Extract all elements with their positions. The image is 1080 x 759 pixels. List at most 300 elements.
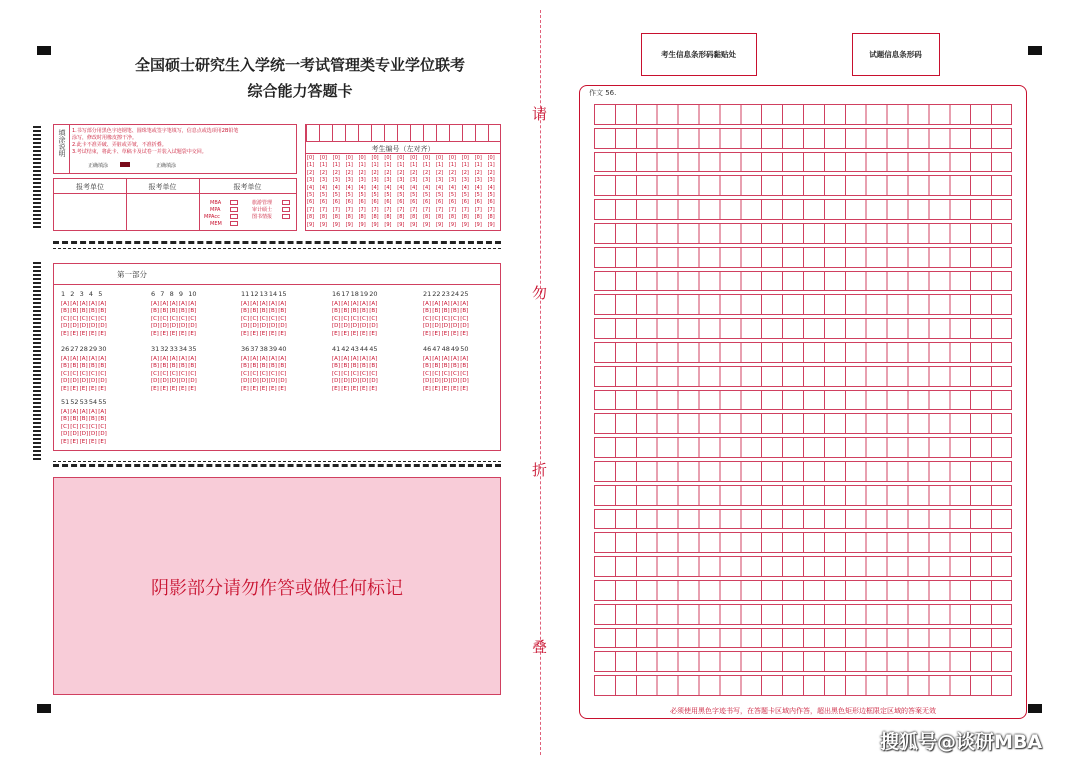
- answer-bubble[interactable]: [D]: [250, 378, 259, 385]
- answer-bubble[interactable]: [B]: [70, 308, 79, 315]
- answer-bubble[interactable]: [C]: [250, 370, 259, 377]
- answer-bubble[interactable]: [A]: [268, 300, 277, 307]
- candidate-id-digit-bubble[interactable]: [7]: [461, 206, 469, 213]
- candidate-id-column[interactable]: [333, 155, 340, 229]
- candidate-id-digit-bubble[interactable]: [9]: [332, 221, 340, 228]
- answer-bubble[interactable]: [B]: [178, 363, 187, 370]
- answer-bubble[interactable]: [B]: [70, 416, 79, 423]
- candidate-id-digit-bubble[interactable]: [1]: [436, 162, 444, 169]
- answer-bubble[interactable]: [C]: [450, 315, 460, 322]
- candidate-id-digit-bubble[interactable]: [8]: [487, 214, 495, 221]
- candidate-id-digit-bubble[interactable]: [5]: [397, 192, 405, 199]
- answer-bubble[interactable]: [C]: [460, 315, 469, 322]
- answer-bubble[interactable]: [A]: [350, 300, 359, 307]
- answer-bubble[interactable]: [E]: [341, 385, 350, 392]
- answer-bubble[interactable]: [D]: [98, 378, 107, 385]
- answer-bubble[interactable]: [C]: [359, 370, 369, 377]
- answer-bubble[interactable]: [C]: [61, 370, 70, 377]
- answer-bubble[interactable]: [D]: [460, 323, 469, 330]
- answer-bubble[interactable]: [B]: [250, 308, 259, 315]
- candidate-id-digit-bubble[interactable]: [7]: [448, 206, 456, 213]
- answer-bubble[interactable]: [A]: [178, 355, 187, 362]
- candidate-id-digit-bubble[interactable]: [1]: [487, 162, 495, 169]
- candidate-id-digit-bubble[interactable]: [2]: [384, 169, 392, 176]
- candidate-id-digit-bubble[interactable]: [5]: [384, 192, 392, 199]
- candidate-id-digit-bubble[interactable]: [4]: [461, 184, 469, 191]
- answer-bubble[interactable]: [B]: [79, 363, 88, 370]
- answer-bubble[interactable]: [E]: [460, 330, 468, 337]
- answer-bubble[interactable]: [D]: [423, 323, 432, 330]
- answer-bubble[interactable]: [B]: [88, 308, 97, 315]
- answer-bubble[interactable]: [E]: [450, 385, 459, 392]
- candidate-id-digit-bubble[interactable]: [7]: [436, 206, 444, 213]
- answer-bubble[interactable]: [C]: [278, 370, 287, 377]
- answer-bubble[interactable]: [B]: [88, 363, 97, 370]
- candidate-id-digit-bubble[interactable]: [2]: [345, 169, 353, 176]
- candidate-id-digit-bubble[interactable]: [2]: [371, 169, 379, 176]
- candidate-id-digit-bubble[interactable]: [1]: [371, 162, 379, 169]
- candidate-id-digit-bubble[interactable]: [3]: [436, 177, 444, 184]
- candidate-id-digit-bubble[interactable]: [2]: [397, 169, 405, 176]
- answer-bubble[interactable]: [C]: [460, 370, 469, 377]
- candidate-id-digit-bubble[interactable]: [1]: [332, 162, 340, 169]
- answer-bubble[interactable]: [D]: [178, 323, 188, 330]
- candidate-id-digit-bubble[interactable]: [2]: [332, 169, 340, 176]
- option-mpacc-box[interactable]: [230, 214, 238, 219]
- answer-bubble[interactable]: [D]: [188, 378, 197, 385]
- answer-bubble[interactable]: [D]: [341, 323, 350, 330]
- answer-bubble[interactable]: [B]: [423, 363, 432, 370]
- candidate-id-digit-bubble[interactable]: [6]: [319, 199, 327, 206]
- answer-bubble[interactable]: [A]: [369, 300, 378, 307]
- candidate-id-digit-bubble[interactable]: [4]: [358, 184, 366, 191]
- candidate-id-digit-bubble[interactable]: [0]: [319, 155, 327, 161]
- candidate-id-digit-bubble[interactable]: [0]: [332, 155, 340, 161]
- answer-bubble[interactable]: [E]: [432, 385, 441, 392]
- candidate-id-digit-bubble[interactable]: [2]: [474, 169, 482, 176]
- answer-bubble[interactable]: [E]: [178, 330, 187, 337]
- answer-bubble[interactable]: [D]: [432, 378, 441, 385]
- candidate-id-digit-bubble[interactable]: [4]: [319, 184, 327, 191]
- answer-bubble[interactable]: [B]: [350, 308, 359, 315]
- answer-bubble[interactable]: [A]: [259, 300, 268, 307]
- answer-bubble[interactable]: [D]: [79, 431, 89, 438]
- answer-bubble[interactable]: [D]: [188, 323, 197, 330]
- answer-bubble[interactable]: [C]: [61, 315, 70, 322]
- candidate-id-digit-bubble[interactable]: [7]: [371, 206, 379, 213]
- candidate-id-column[interactable]: [436, 155, 443, 229]
- answer-bubble[interactable]: [E]: [268, 330, 277, 337]
- answer-bubble[interactable]: [A]: [423, 355, 432, 362]
- candidate-id-digit-bubble[interactable]: [9]: [436, 221, 444, 228]
- answer-bubble[interactable]: [A]: [450, 355, 459, 362]
- answer-bubble[interactable]: [B]: [450, 363, 459, 370]
- candidate-id-digit-bubble[interactable]: [8]: [319, 214, 327, 221]
- answer-bubble[interactable]: [A]: [432, 355, 441, 362]
- candidate-id-digit-bubble[interactable]: [7]: [487, 206, 495, 213]
- candidate-id-digit-bubble[interactable]: [1]: [384, 162, 392, 169]
- answer-bubble[interactable]: [C]: [98, 370, 107, 377]
- candidate-id-digit-bubble[interactable]: [4]: [397, 184, 405, 191]
- essay-grid[interactable]: [594, 104, 1012, 700]
- answer-bubble[interactable]: [C]: [160, 370, 169, 377]
- option-mem-box[interactable]: [230, 221, 238, 226]
- answer-bubble[interactable]: [D]: [241, 378, 250, 385]
- answer-bubble[interactable]: [D]: [160, 323, 169, 330]
- answer-bubble[interactable]: [E]: [350, 330, 359, 337]
- answer-bubble[interactable]: [E]: [61, 438, 69, 445]
- candidate-id-digit-bubble[interactable]: [5]: [358, 192, 366, 199]
- answer-bubble[interactable]: [A]: [61, 355, 70, 362]
- answer-bubble[interactable]: [C]: [79, 423, 88, 430]
- answer-bubble[interactable]: [B]: [441, 308, 450, 315]
- candidate-id-digit-bubble[interactable]: [6]: [487, 199, 495, 206]
- answer-bubble[interactable]: [A]: [460, 355, 469, 362]
- candidate-id-digit-bubble[interactable]: [4]: [345, 184, 353, 191]
- answer-bubble[interactable]: [A]: [160, 355, 169, 362]
- answer-bubble[interactable]: [C]: [169, 315, 178, 322]
- answer-bubble[interactable]: [E]: [98, 385, 106, 392]
- answer-bubble[interactable]: [E]: [441, 330, 450, 337]
- answer-bubble[interactable]: [C]: [79, 315, 88, 322]
- answer-bubble[interactable]: [B]: [341, 363, 350, 370]
- answer-bubble[interactable]: [C]: [70, 315, 79, 322]
- answer-bubble[interactable]: [E]: [98, 330, 106, 337]
- answer-bubble[interactable]: [C]: [250, 315, 259, 322]
- answer-bubble[interactable]: [B]: [241, 308, 250, 315]
- candidate-id-digit-bubble[interactable]: [6]: [410, 199, 418, 206]
- answer-bubble[interactable]: [B]: [450, 308, 459, 315]
- answer-bubble[interactable]: [A]: [341, 355, 350, 362]
- candidate-id-digit-bubble[interactable]: [7]: [358, 206, 366, 213]
- answer-bubble[interactable]: [D]: [98, 323, 107, 330]
- answer-bubble[interactable]: [A]: [160, 300, 169, 307]
- candidate-id-column[interactable]: [397, 155, 404, 229]
- candidate-id-digit-bubble[interactable]: [8]: [371, 214, 379, 221]
- answer-bubble[interactable]: [A]: [460, 300, 469, 307]
- answer-bubble[interactable]: [D]: [441, 323, 451, 330]
- candidate-id-digit-bubble[interactable]: [6]: [461, 199, 469, 206]
- answer-bubble[interactable]: [A]: [79, 300, 88, 307]
- answer-bubble[interactable]: [B]: [160, 308, 169, 315]
- candidate-id-digit-bubble[interactable]: [9]: [384, 221, 392, 228]
- candidate-id-digit-bubble[interactable]: [8]: [345, 214, 353, 221]
- candidate-id-digit-bubble[interactable]: [4]: [423, 184, 431, 191]
- answer-bubble[interactable]: [C]: [259, 315, 268, 322]
- answer-bubble[interactable]: [C]: [178, 315, 188, 322]
- answer-bubble[interactable]: [D]: [169, 378, 179, 385]
- candidate-id-digit-bubble[interactable]: [2]: [410, 169, 418, 176]
- answer-bubble[interactable]: [E]: [79, 385, 88, 392]
- answer-bubble[interactable]: [A]: [259, 355, 268, 362]
- answer-bubble[interactable]: [B]: [278, 308, 287, 315]
- answer-bubble[interactable]: [E]: [259, 330, 268, 337]
- answer-bubble[interactable]: [B]: [460, 308, 469, 315]
- answer-bubble[interactable]: [D]: [332, 323, 341, 330]
- candidate-id-digit-bubble[interactable]: [7]: [423, 206, 431, 213]
- answer-bubble[interactable]: [D]: [369, 323, 378, 330]
- candidate-id-digit-bubble[interactable]: [8]: [332, 214, 340, 221]
- answer-bubble[interactable]: [E]: [350, 385, 359, 392]
- answer-bubble[interactable]: [A]: [241, 355, 250, 362]
- candidate-id-digit-bubble[interactable]: [2]: [319, 169, 327, 176]
- answer-bubble[interactable]: [D]: [369, 378, 378, 385]
- option-mba-box[interactable]: [230, 200, 238, 205]
- candidate-id-digit-bubble[interactable]: [1]: [448, 162, 456, 169]
- answer-bubble[interactable]: [E]: [332, 330, 340, 337]
- answer-bubble[interactable]: [C]: [432, 315, 441, 322]
- answer-bubble[interactable]: [E]: [250, 385, 259, 392]
- answer-bubble[interactable]: [A]: [70, 300, 79, 307]
- option-audit-box[interactable]: [282, 207, 290, 212]
- answer-bubble[interactable]: [A]: [98, 355, 107, 362]
- candidate-id-digit-bubble[interactable]: [9]: [397, 221, 405, 228]
- answer-bubble[interactable]: [A]: [79, 355, 88, 362]
- answer-bubble[interactable]: [A]: [359, 355, 368, 362]
- candidate-id-column[interactable]: [359, 155, 366, 229]
- answer-bubble[interactable]: [E]: [369, 385, 377, 392]
- answer-bubble[interactable]: [C]: [259, 370, 268, 377]
- answer-bubble[interactable]: [C]: [441, 315, 450, 322]
- candidate-id-digit-bubble[interactable]: [9]: [345, 221, 353, 228]
- answer-bubble[interactable]: [D]: [278, 323, 287, 330]
- candidate-id-digit-bubble[interactable]: [0]: [384, 155, 392, 161]
- candidate-id-digit-bubble[interactable]: [0]: [423, 155, 431, 161]
- answer-bubble[interactable]: [B]: [350, 363, 359, 370]
- candidate-id-digit-bubble[interactable]: [5]: [448, 192, 456, 199]
- answer-bubble[interactable]: [C]: [98, 423, 107, 430]
- candidate-id-digit-bubble[interactable]: [6]: [358, 199, 366, 206]
- candidate-id-digit-bubble[interactable]: [3]: [371, 177, 379, 184]
- candidate-id-digit-bubble[interactable]: [3]: [461, 177, 469, 184]
- answer-bubble[interactable]: [A]: [250, 300, 259, 307]
- candidate-id-digit-bubble[interactable]: [0]: [371, 155, 379, 161]
- answer-bubble[interactable]: [A]: [61, 408, 70, 415]
- candidate-id-digit-bubble[interactable]: [8]: [461, 214, 469, 221]
- answer-bubble[interactable]: [C]: [241, 315, 250, 322]
- candidate-id-digit-bubble[interactable]: [3]: [448, 177, 456, 184]
- answer-bubble[interactable]: [E]: [250, 330, 259, 337]
- candidate-id-digit-bubble[interactable]: [9]: [461, 221, 469, 228]
- answer-bubble[interactable]: [A]: [70, 408, 79, 415]
- answer-bubble[interactable]: [B]: [432, 308, 441, 315]
- answer-bubble[interactable]: [B]: [169, 363, 178, 370]
- candidate-id-digit-bubble[interactable]: [6]: [423, 199, 431, 206]
- answer-bubble[interactable]: [C]: [88, 315, 98, 322]
- candidate-id-digit-bubble[interactable]: [0]: [307, 155, 315, 161]
- answer-bubble[interactable]: [D]: [450, 378, 460, 385]
- option-mpa-box[interactable]: [230, 207, 238, 212]
- answer-bubble[interactable]: [A]: [88, 355, 97, 362]
- answer-bubble[interactable]: [D]: [88, 323, 98, 330]
- answer-bubble[interactable]: [B]: [460, 363, 469, 370]
- candidate-id-digit-bubble[interactable]: [3]: [410, 177, 418, 184]
- answer-bubble[interactable]: [B]: [441, 363, 450, 370]
- answer-bubble[interactable]: [A]: [359, 300, 368, 307]
- answer-bubble[interactable]: [B]: [79, 308, 88, 315]
- candidate-id-digit-bubble[interactable]: [8]: [448, 214, 456, 221]
- answer-bubble[interactable]: [C]: [432, 370, 441, 377]
- answer-bubble[interactable]: [C]: [450, 370, 460, 377]
- candidate-id-digit-bubble[interactable]: [7]: [474, 206, 482, 213]
- answer-bubble[interactable]: [E]: [70, 438, 79, 445]
- candidate-id-column[interactable]: [346, 155, 353, 229]
- candidate-id-digit-bubble[interactable]: [2]: [487, 169, 495, 176]
- answer-bubble[interactable]: [C]: [332, 370, 341, 377]
- answer-bubble[interactable]: [B]: [61, 416, 70, 423]
- answer-bubble[interactable]: [E]: [188, 385, 196, 392]
- candidate-id-digit-bubble[interactable]: [4]: [487, 184, 495, 191]
- answer-bubble[interactable]: [D]: [350, 378, 360, 385]
- candidate-id-digit-bubble[interactable]: [2]: [461, 169, 469, 176]
- candidate-id-digit-bubble[interactable]: [0]: [461, 155, 469, 161]
- answer-bubble[interactable]: [A]: [88, 408, 97, 415]
- answer-bubble[interactable]: [C]: [151, 315, 160, 322]
- answer-bubble[interactable]: [D]: [432, 323, 441, 330]
- answer-bubble[interactable]: [E]: [98, 438, 106, 445]
- answer-bubble[interactable]: [D]: [460, 378, 469, 385]
- answer-bubble[interactable]: [D]: [250, 323, 259, 330]
- answer-bubble[interactable]: [D]: [98, 431, 107, 438]
- answer-bubble[interactable]: [B]: [250, 363, 259, 370]
- candidate-id-digit-bubble[interactable]: [6]: [332, 199, 340, 206]
- answer-bubble[interactable]: [C]: [160, 315, 169, 322]
- candidate-id-digit-bubble[interactable]: [8]: [358, 214, 366, 221]
- candidate-id-digit-bubble[interactable]: [8]: [436, 214, 444, 221]
- answer-bubble[interactable]: [A]: [178, 300, 187, 307]
- candidate-id-digit-bubble[interactable]: [2]: [448, 169, 456, 176]
- answer-bubble[interactable]: [A]: [188, 300, 197, 307]
- answer-bubble[interactable]: [B]: [268, 308, 277, 315]
- candidate-id-digit-bubble[interactable]: [7]: [410, 206, 418, 213]
- answer-bubble[interactable]: [B]: [70, 363, 79, 370]
- answer-bubble[interactable]: [E]: [79, 438, 88, 445]
- candidate-id-digit-bubble[interactable]: [0]: [436, 155, 444, 161]
- candidate-id-digit-bubble[interactable]: [3]: [307, 177, 315, 184]
- answer-bubble[interactable]: [B]: [369, 308, 378, 315]
- answer-bubble[interactable]: [D]: [61, 378, 70, 385]
- answer-bubble[interactable]: [A]: [250, 355, 259, 362]
- answer-bubble[interactable]: [B]: [432, 363, 441, 370]
- answer-bubble[interactable]: [C]: [169, 370, 178, 377]
- answer-bubble[interactable]: [C]: [241, 370, 250, 377]
- answer-bubble[interactable]: [A]: [268, 355, 277, 362]
- answer-bubble[interactable]: [A]: [98, 300, 107, 307]
- candidate-id-digit-bubble[interactable]: [8]: [410, 214, 418, 221]
- answer-bubble[interactable]: [A]: [88, 300, 97, 307]
- answer-bubble[interactable]: [B]: [369, 363, 378, 370]
- answer-bubble[interactable]: [C]: [369, 370, 378, 377]
- answer-bubble[interactable]: [B]: [61, 308, 70, 315]
- answer-bubble[interactable]: [D]: [423, 378, 432, 385]
- answer-bubble[interactable]: [A]: [441, 355, 450, 362]
- candidate-id-digit-bubble[interactable]: [1]: [307, 162, 315, 169]
- answer-bubble[interactable]: [E]: [188, 330, 196, 337]
- answer-bubble[interactable]: [A]: [188, 355, 197, 362]
- answer-bubble[interactable]: [A]: [341, 300, 350, 307]
- answer-bubble[interactable]: [E]: [278, 330, 286, 337]
- candidate-id-column[interactable]: [423, 155, 430, 229]
- answer-bubble[interactable]: [B]: [151, 308, 160, 315]
- candidate-id-digit-bubble[interactable]: [1]: [319, 162, 327, 169]
- answer-bubble[interactable]: [C]: [332, 315, 341, 322]
- answer-bubble[interactable]: [B]: [98, 308, 107, 315]
- answer-bubble[interactable]: [C]: [423, 370, 432, 377]
- candidate-id-digit-bubble[interactable]: [3]: [319, 177, 327, 184]
- candidate-id-digit-bubble[interactable]: [5]: [371, 192, 379, 199]
- answer-bubble[interactable]: [A]: [278, 355, 287, 362]
- answer-bubble[interactable]: [B]: [79, 416, 88, 423]
- answer-bubble[interactable]: [E]: [460, 385, 468, 392]
- answer-bubble[interactable]: [E]: [151, 330, 159, 337]
- candidate-id-digit-bubble[interactable]: [9]: [423, 221, 431, 228]
- answer-bubble[interactable]: [D]: [359, 378, 369, 385]
- answer-bubble[interactable]: [E]: [61, 330, 69, 337]
- answer-bubble[interactable]: [A]: [169, 300, 178, 307]
- candidate-id-digit-bubble[interactable]: [1]: [461, 162, 469, 169]
- answer-bubble[interactable]: [D]: [259, 323, 269, 330]
- answer-bubble[interactable]: [A]: [432, 300, 441, 307]
- candidate-id-column[interactable]: [320, 155, 327, 229]
- candidate-id-digit-bubble[interactable]: [7]: [345, 206, 353, 213]
- candidate-id-digit-bubble[interactable]: [2]: [436, 169, 444, 176]
- candidate-id-digit-bubble[interactable]: [7]: [307, 206, 315, 213]
- candidate-id-digit-bubble[interactable]: [5]: [461, 192, 469, 199]
- answer-bubble[interactable]: [E]: [369, 330, 377, 337]
- candidate-id-digit-bubble[interactable]: [5]: [332, 192, 340, 199]
- candidate-id-digit-bubble[interactable]: [1]: [345, 162, 353, 169]
- answer-bubble[interactable]: [C]: [369, 315, 378, 322]
- candidate-id-digit-bubble[interactable]: [7]: [397, 206, 405, 213]
- candidate-id-digit-bubble[interactable]: [3]: [487, 177, 495, 184]
- answer-bubble[interactable]: [C]: [188, 315, 197, 322]
- candidate-id-digit-bubble[interactable]: [4]: [332, 184, 340, 191]
- candidate-id-digit-bubble[interactable]: [4]: [371, 184, 379, 191]
- answer-bubble[interactable]: [A]: [70, 355, 79, 362]
- answer-bubble[interactable]: [D]: [70, 431, 79, 438]
- candidate-id-digit-bubble[interactable]: [1]: [410, 162, 418, 169]
- answer-bubble[interactable]: [B]: [259, 363, 268, 370]
- answer-bubble[interactable]: [B]: [160, 363, 169, 370]
- answer-bubble[interactable]: [B]: [278, 363, 287, 370]
- answer-bubble[interactable]: [B]: [423, 308, 432, 315]
- answer-bubble[interactable]: [E]: [268, 385, 277, 392]
- answer-bubble[interactable]: [B]: [61, 363, 70, 370]
- answer-bubble[interactable]: [B]: [98, 363, 107, 370]
- candidate-id-digit-bubble[interactable]: [6]: [397, 199, 405, 206]
- answer-bubble[interactable]: [E]: [88, 385, 97, 392]
- answer-bubble[interactable]: [E]: [169, 385, 178, 392]
- candidate-id-column[interactable]: [449, 155, 456, 229]
- candidate-id-column[interactable]: [372, 155, 379, 229]
- answer-bubble[interactable]: [E]: [359, 330, 368, 337]
- answer-bubble[interactable]: [D]: [278, 378, 287, 385]
- candidate-id-digit-bubble[interactable]: [6]: [307, 199, 315, 206]
- candidate-id-digit-bubble[interactable]: [8]: [423, 214, 431, 221]
- candidate-id-digit-bubble[interactable]: [0]: [358, 155, 366, 161]
- answer-bubble[interactable]: [D]: [88, 378, 98, 385]
- answer-bubble[interactable]: [D]: [178, 378, 188, 385]
- answer-bubble[interactable]: [B]: [268, 363, 277, 370]
- answer-bubble[interactable]: [E]: [169, 330, 178, 337]
- answer-bubble[interactable]: [B]: [151, 363, 160, 370]
- answer-bubble[interactable]: [C]: [70, 423, 79, 430]
- candidate-id-digit-bubble[interactable]: [5]: [436, 192, 444, 199]
- candidate-id-digit-bubble[interactable]: [3]: [345, 177, 353, 184]
- candidate-id-digit-bubble[interactable]: [5]: [307, 192, 315, 199]
- candidate-id-digit-bubble[interactable]: [3]: [384, 177, 392, 184]
- answer-bubble[interactable]: [C]: [88, 423, 98, 430]
